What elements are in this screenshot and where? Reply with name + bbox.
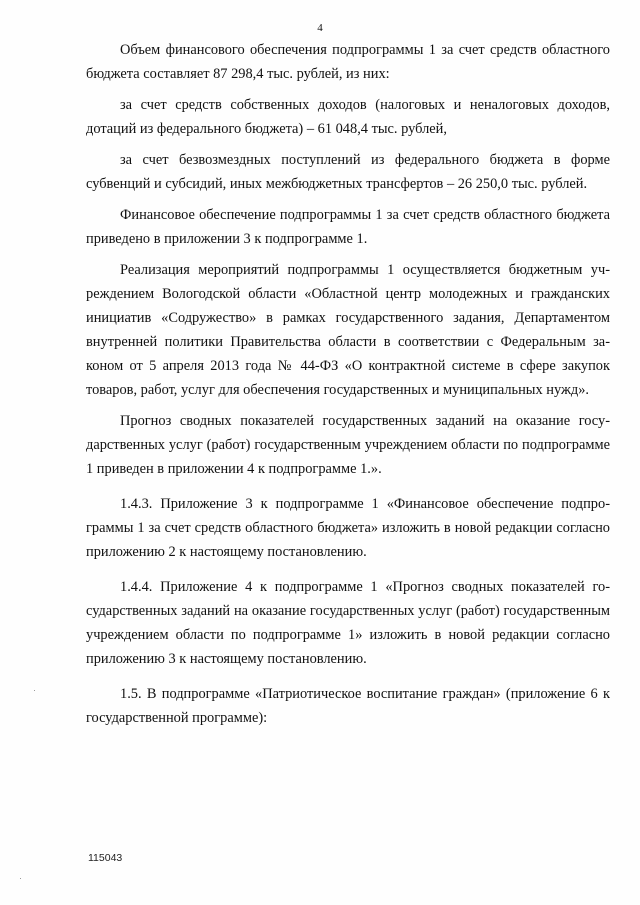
- paragraph-federal-transfers: за счет безвозмездных поступлений из федерального бюджета в форме субвенций и субсидий, иных межбюджетных трансфертов – 26 250,0 тыс. рублей.: [86, 152, 610, 192]
- page-number: 4: [317, 22, 323, 34]
- scan-speck: [20, 878, 21, 879]
- scan-speck: [34, 690, 35, 691]
- paragraph-own-revenues: за счет средств собственных доходов (налоговых и неналоговых доходов, дотаций из федерального бюджета) – 61 048,4 тыс. рублей,: [86, 97, 610, 137]
- paragraph-funding-annex: Финансовое обеспечение подпрограммы 1 за счет средств областного бюджета приведено в приложении 3 к подпрограмме 1.: [86, 207, 610, 247]
- document-body: [86, 38, 610, 737]
- paragraph-implementation: Реализация мероприятий подпрограммы 1 осуществляется бюджетным учреждением Вологодской области «Областной центр молодежных и гражданских инициатив «Содружество» в рамках государственного задания, Департаментом внутренней политики Правительства области в соответствии с Федеральным законом от 5 апреля 2013 года № 44-ФЗ «О контрактной системе в сфере закупок товаров, работ, услуг для обеспечения государственных и муниципальных нужд».: [86, 262, 610, 398]
- paragraph-forecast: Прогноз сводных показателей государственных заданий на оказание государственных услуг (работ) государственным учреждением области по подпрограмме 1 приведен в приложении 4 к подпрограмме 1.».: [86, 413, 610, 477]
- document-code: 115043: [88, 852, 123, 864]
- paragraph-item-1-4-3: 1.4.3. Приложение 3 к подпрограмме 1 «Финансовое обеспечение подпрограммы 1 за счет средств областного бюджета» изложить в новой редакции согласно приложению 2 к настоящему постановлению.: [86, 496, 610, 560]
- paragraph-item-1-4-4: 1.4.4. Приложение 4 к подпрограмме 1 «Прогноз сводных показателей государственных заданий на оказание государственных услуг (работ) государственным учреждением области по подпрограмме 1» изложить в новой редакции согласно приложению 3 к настоящему постановлению.: [86, 579, 610, 667]
- paragraph-item-1-5: 1.5. В подпрограмме «Патриотическое воспитание граждан» (приложение 6 к государственной программе):: [86, 686, 610, 726]
- paragraph-funding-volume: Объем финансового обеспечения подпрограммы 1 за счет средств областного бюджета составляет 87 298,4 тыс. рублей, из них:: [86, 42, 610, 82]
